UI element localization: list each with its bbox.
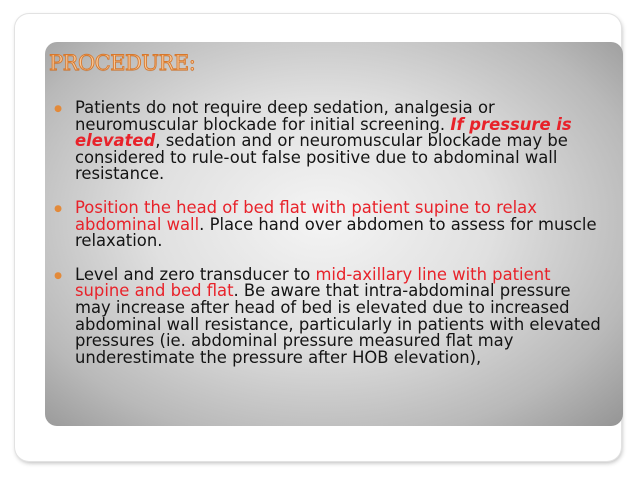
bullet-text-plain: Level and zero transducer to <box>75 264 316 284</box>
bullet-text-plain: . Place hand over abdomen to assess for muscle relaxation. <box>75 214 597 251</box>
slide-title: PROCEDURE: <box>49 51 196 75</box>
bullet-text-emphasis: If pressure is elevated <box>75 114 572 151</box>
bullet-text-plain: Patients do not require deep sedation, analgesia or neuromuscular blockade for initial screening. <box>75 98 495 134</box>
bullet-item <box>50 197 610 251</box>
bullet-dot-icon: ● <box>54 104 62 114</box>
bullet-dot-icon: ● <box>54 270 62 281</box>
bullet-item <box>50 264 610 367</box>
bullet-text-plain: , sedation and or neuromuscular blockade may be considered to rule-out false positive due to abdominal wall resistance. <box>75 131 568 184</box>
bullet-text-plain: . Be aware that intra-abdominal pressure may increase after head of bed is elevated due to increased abdominal wall resistance, particularly in patients with elevated pressures (ie. abdominal pressure measured flat may underestimate the pressure after HOB elevation), <box>75 281 601 367</box>
bullet-text-highlight: mid-axillary line with patient supine and bed flat <box>75 264 551 301</box>
bullet-dot-icon: ● <box>54 203 62 214</box>
bullet-text-highlight: Position the head of bed flat with patient supine to relax abdominal wall <box>75 197 537 234</box>
bullet-list <box>50 100 610 383</box>
bullet-item <box>50 100 610 183</box>
